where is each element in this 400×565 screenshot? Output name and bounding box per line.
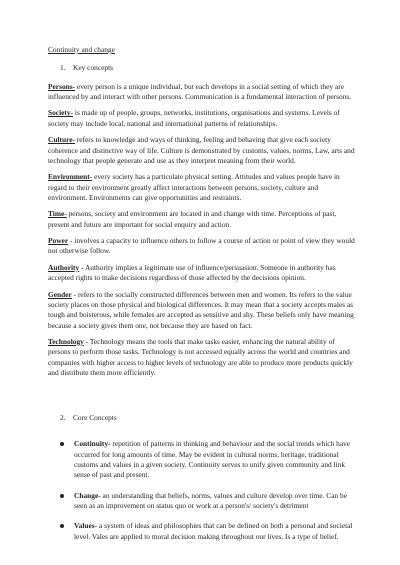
core-concept-term: Values- bbox=[74, 521, 98, 531]
bullet-dot-icon bbox=[60, 524, 64, 528]
concept-entry bbox=[48, 135, 356, 166]
concept-term: Environment- bbox=[48, 172, 93, 182]
concept-definition: every person is a unique individual, but each develops in a social setting of which they are influenced by and interact with other persons. Communication is a fundamental interaction of persons. bbox=[48, 81, 352, 102]
concept-definition: every society has a particulate physical setting. Attitudes and values people have in regard to their environment greatly affect interactions between persons, society, culture and environment. Environments can give opportunities and restraints. bbox=[48, 172, 340, 202]
core-concept-definition: repetition of patterns in thinking and behaviour and the social trends which have occurred for long amounts of time. May be evident in cultural norms, heritage, traditional customs and values in a given society. Continuity serves to unify given community and link sense of past and present. bbox=[74, 439, 351, 480]
concept-term: Power bbox=[48, 236, 69, 246]
section-spacer bbox=[48, 384, 356, 414]
concept-definition: - refers to the socially constructed differences between men and women. Its refers to the value society places on those physical and biological differences. It may mean that a society accepts males as tough and boisterous, while females are accepted as sensitive and shy. These beliefs only have meaning because a society gives them one, not because they are based on fact. bbox=[48, 289, 354, 330]
concept-term: Culture- bbox=[48, 135, 75, 145]
section-title-key-concepts bbox=[60, 64, 356, 73]
concept-entry bbox=[48, 236, 356, 257]
section-title-text: Key concepts bbox=[73, 62, 114, 72]
concept-definition: persons, society and environment are located in and change with time. Perceptions of past, present and future are important for social enquiry and action. bbox=[48, 209, 337, 229]
concept-term: Authority bbox=[48, 262, 80, 272]
concept-definition: refers to knowledge and ways of thinking, feeling and behaving that give each society coherence and distinctive way of life. Culture is demonstrated by customs, values, norms, Law, arts and technology that people generate and use as they interpret meaning from their world. bbox=[48, 135, 355, 165]
core-concept-definition: a system of ideas and philosophies that can be defined on both a personal and societal level. Vales are applied to moral decision making throughout our lives. Is a type of belief. bbox=[74, 521, 353, 541]
bullet-dot-icon bbox=[60, 442, 64, 446]
bullet-dot-icon bbox=[60, 494, 64, 498]
concept-entry bbox=[48, 108, 356, 129]
concept-entry bbox=[48, 337, 356, 378]
document-heading: Continuity and change bbox=[48, 45, 115, 54]
key-concepts-list bbox=[48, 82, 356, 379]
concept-definition: is made up of people, groups, networks, institutions, organisations and systems. Levels of society may include local, national and international patterns of relationships. bbox=[48, 108, 340, 128]
core-concept-item bbox=[48, 491, 356, 512]
concept-term: Persons- bbox=[48, 81, 76, 91]
concept-entry bbox=[48, 290, 356, 331]
concept-entry bbox=[48, 172, 356, 203]
core-concept-item bbox=[48, 439, 356, 480]
section-title-text: Core Concepts bbox=[73, 413, 117, 423]
section-number: 2. bbox=[60, 413, 66, 423]
core-concept-definition: an understanding that beliefs, norms, values and culture develop over time. Can be seen as an improvement on status quo or work at a person's/ society's detriment bbox=[74, 490, 347, 511]
concept-entry bbox=[48, 209, 356, 230]
concept-definition: - Authority implies a legitimate use of influence/persuasion. Someone in authority has accepted rights to make decisions regardless of those affected by the decisions opinion. bbox=[48, 262, 336, 283]
concept-term: Technology bbox=[48, 336, 84, 346]
concept-term: Society- bbox=[48, 108, 74, 118]
core-concepts-list bbox=[48, 439, 356, 542]
core-concept-item bbox=[48, 521, 356, 542]
concept-definition: - Technology means the tools that make tasks easier, enhancing the natural ability of persons to perform those tasks. Technology is not accessed equally across the world and countries and companies with higher access to higher levels of technology are able to produce more products quickly and distribute them more efficiently. bbox=[48, 336, 353, 378]
concept-definition: - involves a capacity to influence others to follow a course of action or point of view they would not otherwise follow. bbox=[48, 236, 355, 256]
core-concept-term: Change- bbox=[74, 490, 101, 500]
concept-entry bbox=[48, 263, 356, 284]
concept-entry bbox=[48, 82, 356, 103]
section-number: 1. bbox=[60, 62, 66, 72]
section-title-core-concepts bbox=[60, 414, 356, 423]
core-concept-term: Continuity- bbox=[74, 439, 111, 449]
concept-term: Time- bbox=[48, 209, 67, 219]
concept-term: Gender bbox=[48, 289, 72, 299]
